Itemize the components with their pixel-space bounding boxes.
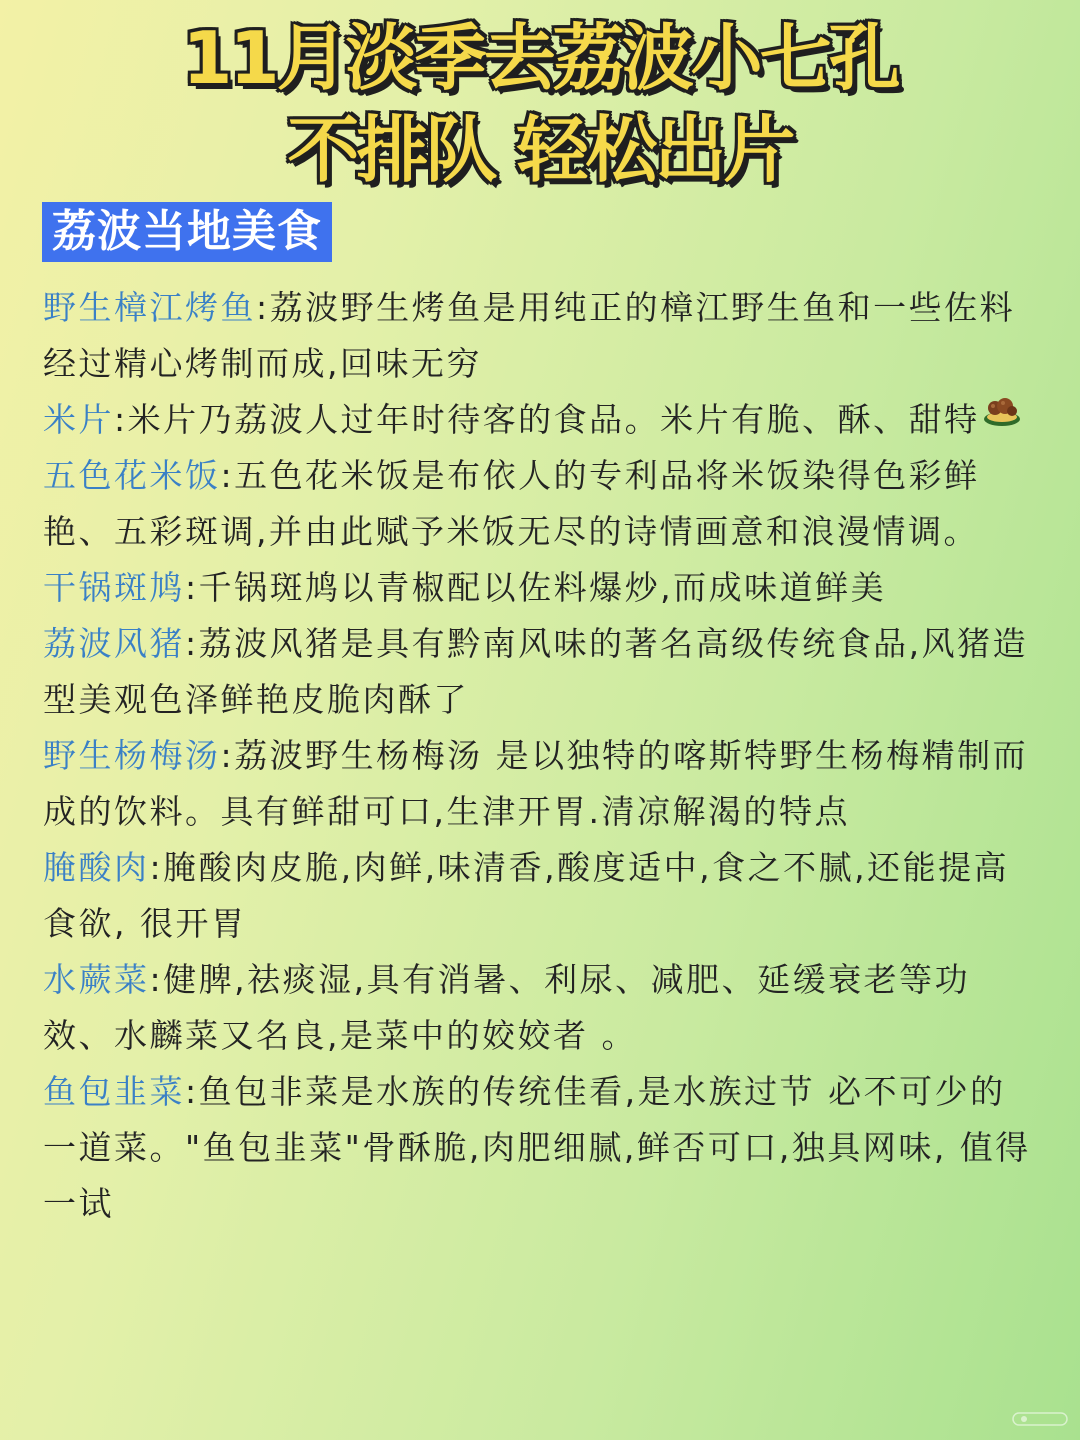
food-name: 米片 bbox=[43, 400, 114, 439]
food-item-grilled-fish bbox=[43, 280, 1038, 392]
separator: : bbox=[256, 288, 270, 327]
food-desc: 千锅斑鸠以青椒配以佐料爆炒,而成味道鲜美 bbox=[198, 568, 887, 607]
food-name: 干锅斑鸠 bbox=[43, 568, 185, 607]
food-name: 五色花米饭 bbox=[43, 456, 221, 495]
food-item-water-fern bbox=[43, 952, 1038, 1064]
food-desc: 腌酸肉皮脆,肉鲜,味清香,酸度适中,食之不腻,还能提高食欲, 很开胃 bbox=[43, 848, 1010, 943]
food-desc: 五色花米饭是布依人的专利品将米饭染得色彩鲜艳、五彩斑调,并由此赋予米饭无尽的诗情画意和浪漫情调。 bbox=[43, 456, 980, 551]
food-item-five-color-rice bbox=[43, 448, 1038, 560]
food-name: 野生樟江烤鱼 bbox=[43, 288, 256, 327]
food-item-bayberry-soup bbox=[43, 728, 1038, 840]
food-desc: 荔波野生烤鱼是用纯正的樟江野生鱼和一些佐料经过精心烤制而成,回味无穷 bbox=[43, 288, 1016, 383]
separator: : bbox=[185, 1072, 199, 1111]
food-list bbox=[43, 280, 1038, 1232]
title-line-2: 不排队 轻松出片 bbox=[287, 108, 793, 192]
section-tag: 荔波当地美食 bbox=[42, 202, 332, 262]
separator: : bbox=[114, 400, 128, 439]
separator: : bbox=[185, 624, 199, 663]
separator: : bbox=[149, 848, 164, 887]
separator: : bbox=[220, 456, 235, 495]
food-name: 水蕨菜 bbox=[43, 960, 150, 999]
food-desc: 荔波野生杨梅汤 是以独特的喀斯特野生杨梅精制而成的饮料。具有鲜甜可口,生津开胃.清凉解渴的特点 bbox=[43, 736, 1029, 831]
food-item-wind-pork bbox=[43, 616, 1038, 728]
food-item-sour-meat bbox=[43, 840, 1038, 952]
separator: : bbox=[149, 960, 164, 999]
food-desc: 鱼包非菜是水族的传统佳看,是水族过节 必不可少的一道菜。"鱼包韭菜"骨酥脆,肉肥细腻,鲜否可口,独具网味, 值得一试 bbox=[43, 1072, 1031, 1223]
food-name: 腌酸肉 bbox=[43, 848, 150, 887]
food-name: 鱼包韭菜 bbox=[43, 1072, 185, 1111]
food-item-dry-pot-dove bbox=[43, 560, 1038, 616]
title-block bbox=[0, 12, 1080, 196]
food-name: 野生杨梅汤 bbox=[43, 736, 221, 775]
title-line-1: 11月淡季去荔波小七孔 bbox=[182, 16, 898, 100]
food-desc: 米片乃荔波人过年时待客的食品。米片有脆、酥、甜特 bbox=[127, 400, 980, 439]
salad-plate-icon bbox=[982, 390, 1022, 446]
separator: : bbox=[220, 736, 235, 775]
food-item-fish-chives bbox=[43, 1064, 1038, 1232]
food-desc: 健脾,祛痰湿,具有消暑、利尿、减肥、延缓衰老等功效、水麟菜又名良,是菜中的姣姣者 。 bbox=[43, 960, 971, 1055]
food-name: 荔波风猪 bbox=[43, 624, 185, 663]
watermark-icon bbox=[1012, 1410, 1068, 1432]
food-item-rice-chips bbox=[43, 392, 1038, 448]
separator: : bbox=[185, 568, 199, 607]
food-desc: 荔波风猪是具有黔南风味的著名高级传统食品,风猪造型美观色泽鲜艳皮脆肉酥了 bbox=[43, 624, 1029, 719]
